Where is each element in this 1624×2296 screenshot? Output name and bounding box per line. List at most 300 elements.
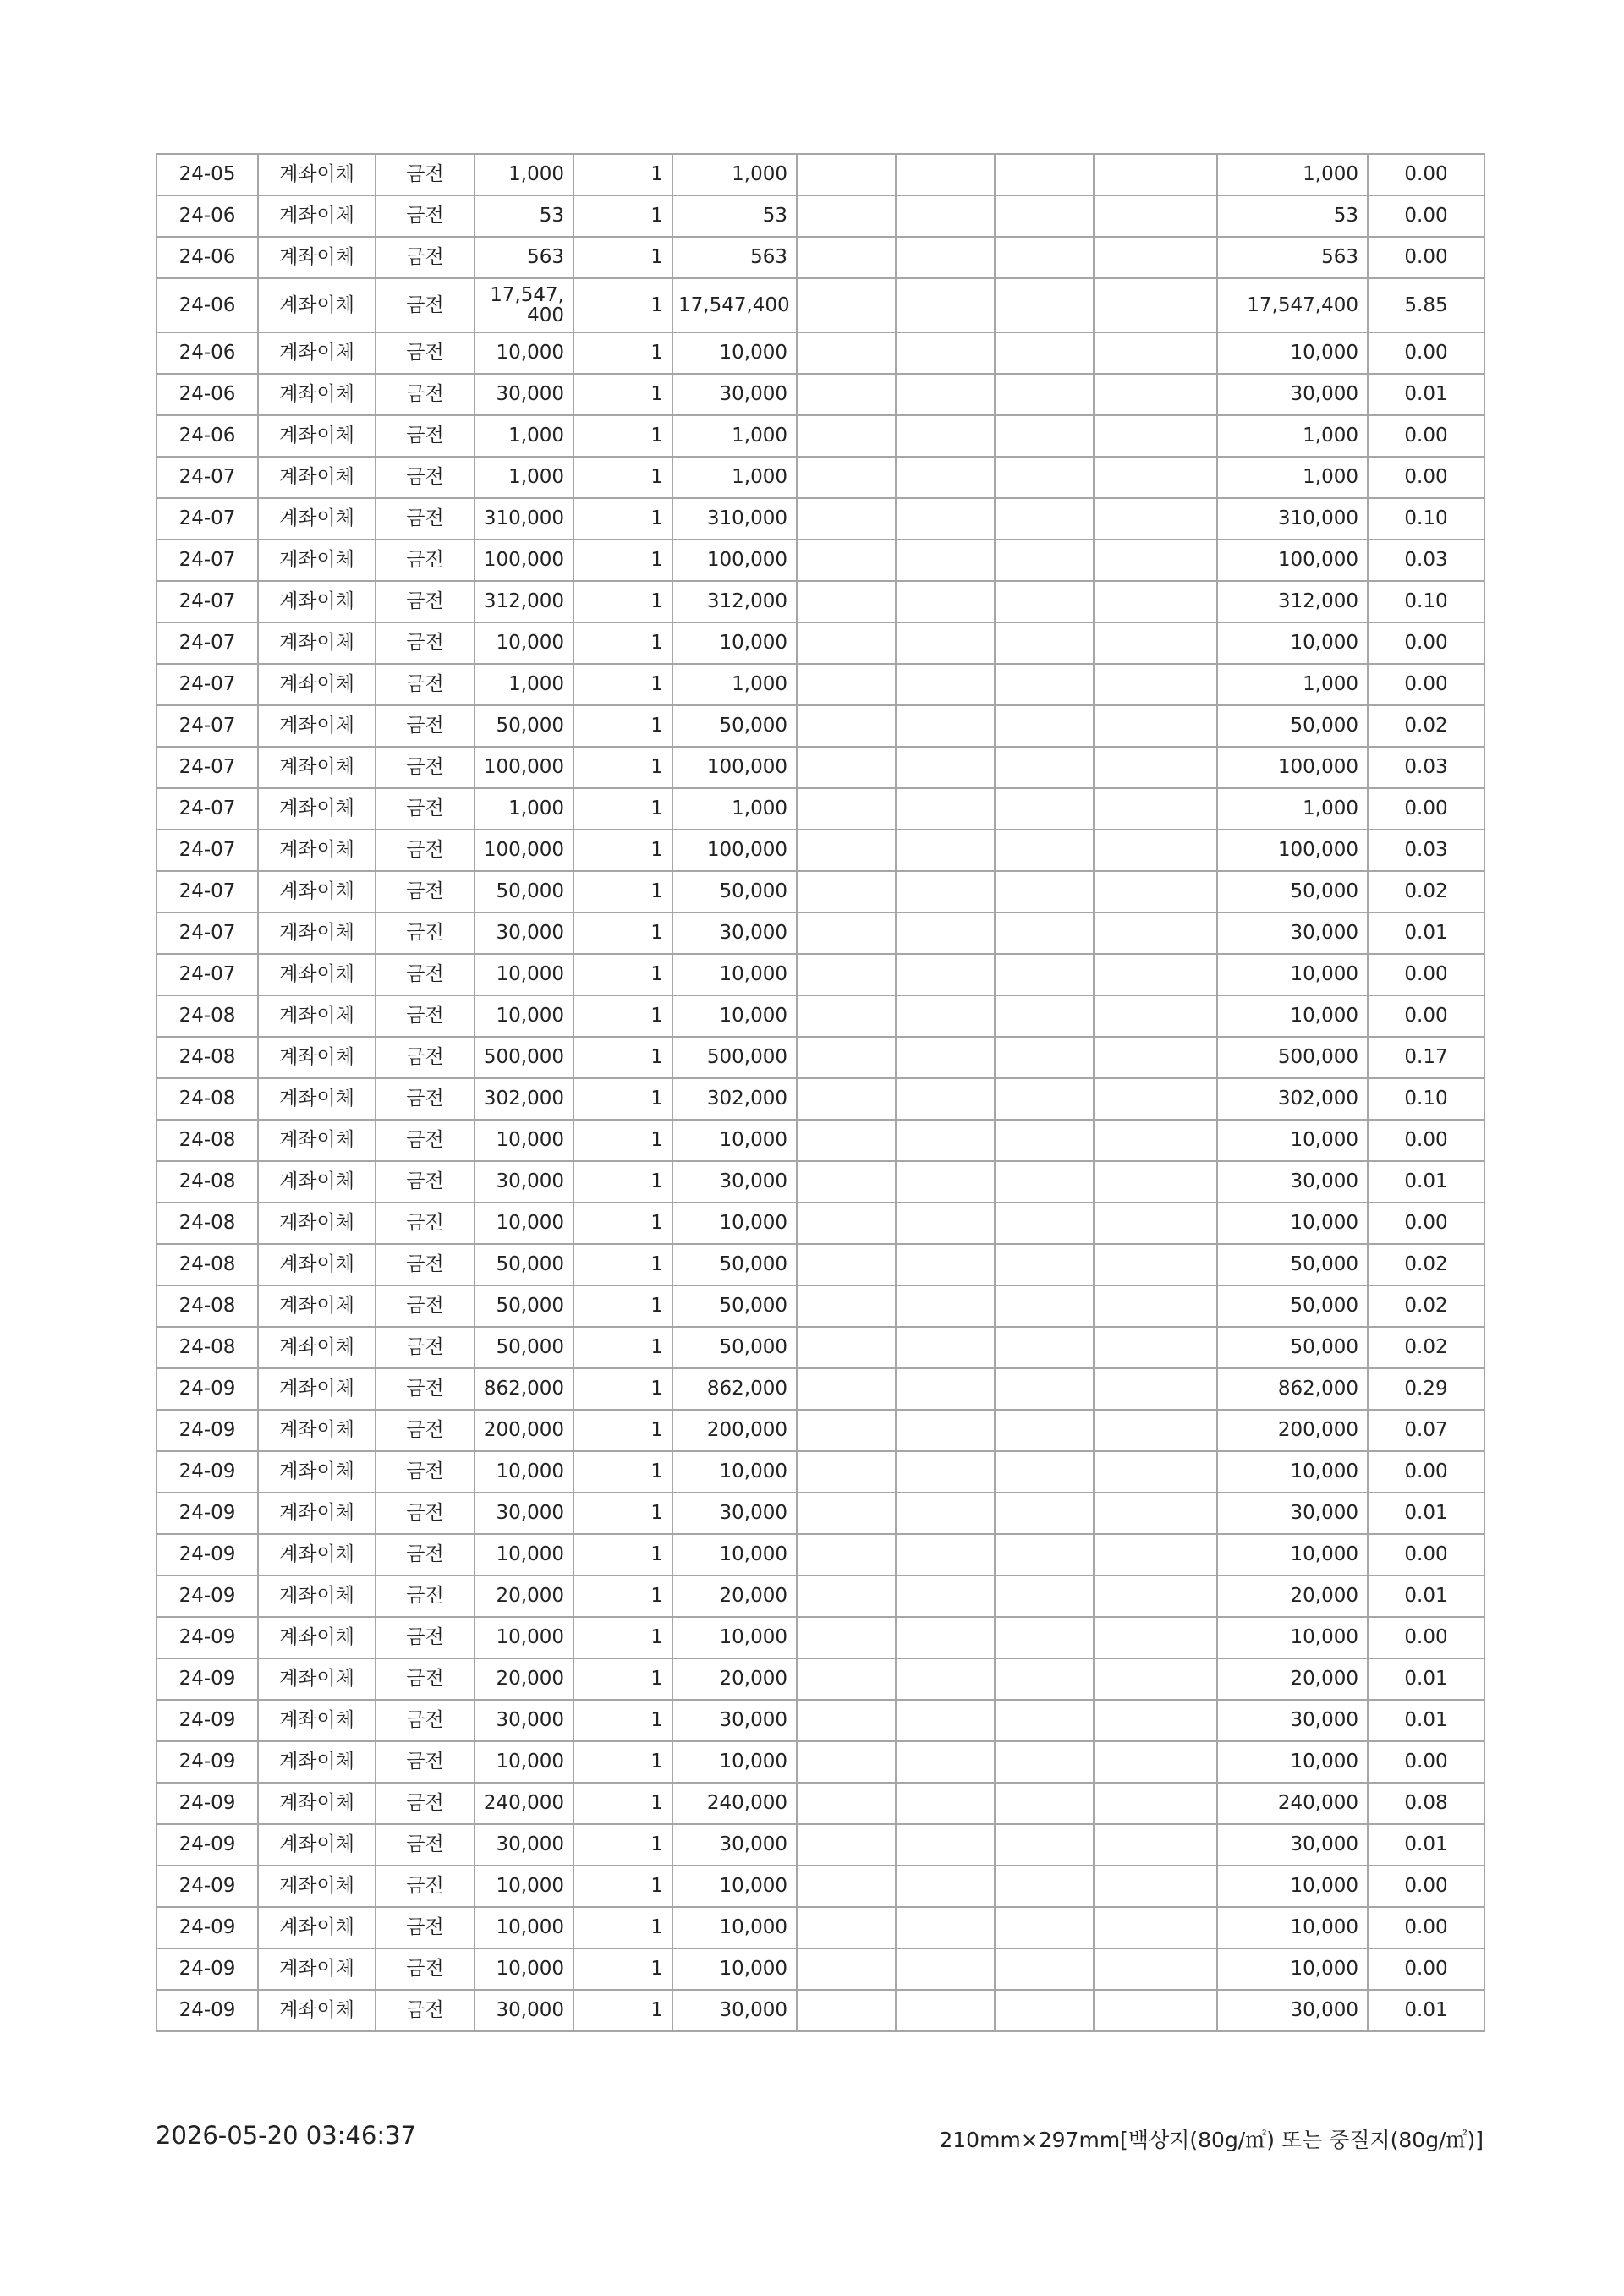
total-cell: 20,000 (672, 1658, 797, 1700)
date-cell: 24-09 (156, 1990, 258, 2031)
method-cell: 계좌이체 (258, 1451, 376, 1493)
blank-cell (797, 1244, 896, 1285)
blank-cell (896, 1783, 995, 1824)
blank-cell (797, 1617, 896, 1658)
quantity-cell: 1 (573, 664, 672, 705)
total-cell: 10,000 (672, 1948, 797, 1990)
amount-cell: 100,000 (475, 830, 573, 871)
quantity-cell: 1 (573, 1783, 672, 1824)
ratio-cell: 0.01 (1368, 1658, 1484, 1700)
quantity-cell: 1 (573, 1575, 672, 1617)
blank-cell (1094, 154, 1217, 195)
method-cell: 계좌이체 (258, 1617, 376, 1658)
method-cell: 계좌이체 (258, 1493, 376, 1534)
amount-cell: 10,000 (475, 1451, 573, 1493)
quantity-cell: 1 (573, 1037, 672, 1078)
amount-cell: 862,000 (475, 1368, 573, 1410)
total-cell: 10,000 (672, 332, 797, 374)
value-cell: 310,000 (1217, 498, 1368, 540)
blank-cell (896, 1700, 995, 1741)
blank-cell (1094, 1990, 1217, 2031)
blank-cell (797, 1037, 896, 1078)
blank-cell (797, 1700, 896, 1741)
value-cell: 100,000 (1217, 747, 1368, 788)
ratio-cell: 0.00 (1368, 1907, 1484, 1948)
blank-cell (797, 581, 896, 622)
blank-cell (896, 154, 995, 195)
ratio-cell: 0.08 (1368, 1783, 1484, 1824)
value-cell: 10,000 (1217, 1203, 1368, 1244)
table-row (156, 664, 1484, 705)
blank-cell (896, 1658, 995, 1700)
amount-cell: 10,000 (475, 995, 573, 1037)
amount-cell: 10,000 (475, 1617, 573, 1658)
date-cell: 24-09 (156, 1948, 258, 1990)
amount-cell: 10,000 (475, 622, 573, 664)
method-cell: 계좌이체 (258, 1161, 376, 1203)
value-cell: 1,000 (1217, 154, 1368, 195)
blank-cell (797, 1824, 896, 1866)
type-cell: 금전 (376, 332, 475, 374)
ratio-cell: 0.01 (1368, 1824, 1484, 1866)
date-cell: 24-09 (156, 1824, 258, 1866)
table-row (156, 747, 1484, 788)
table-row (156, 705, 1484, 747)
method-cell: 계좌이체 (258, 498, 376, 540)
method-cell: 계좌이체 (258, 1907, 376, 1948)
amount-cell: 30,000 (475, 1700, 573, 1741)
method-cell: 계좌이체 (258, 954, 376, 995)
type-cell: 금전 (376, 747, 475, 788)
blank-cell (995, 1866, 1094, 1907)
ratio-cell: 0.00 (1368, 622, 1484, 664)
blank-cell (896, 374, 995, 415)
blank-cell (797, 1783, 896, 1824)
method-cell: 계좌이체 (258, 1866, 376, 1907)
date-cell: 24-09 (156, 1534, 258, 1575)
blank-cell (896, 498, 995, 540)
type-cell: 금전 (376, 498, 475, 540)
ratio-cell: 0.00 (1368, 1120, 1484, 1161)
blank-cell (896, 622, 995, 664)
blank-cell (1094, 871, 1217, 912)
type-cell: 금전 (376, 237, 475, 278)
blank-cell (896, 237, 995, 278)
blank-cell (1094, 664, 1217, 705)
method-cell: 계좌이체 (258, 1368, 376, 1410)
blank-cell (797, 954, 896, 995)
blank-cell (797, 995, 896, 1037)
date-cell: 24-09 (156, 1866, 258, 1907)
blank-cell (797, 1078, 896, 1120)
value-cell: 563 (1217, 237, 1368, 278)
blank-cell (1094, 1907, 1217, 1948)
value-cell: 30,000 (1217, 1161, 1368, 1203)
table-row (156, 1907, 1484, 1948)
ratio-cell: 0.00 (1368, 954, 1484, 995)
blank-cell (896, 1285, 995, 1327)
total-cell: 30,000 (672, 374, 797, 415)
blank-cell (896, 1907, 995, 1948)
ledger-table-body (156, 154, 1484, 2031)
date-cell: 24-07 (156, 788, 258, 830)
date-cell: 24-06 (156, 374, 258, 415)
blank-cell (896, 1327, 995, 1368)
blank-cell (995, 1493, 1094, 1534)
blank-cell (896, 788, 995, 830)
amount-cell: 310,000 (475, 498, 573, 540)
blank-cell (797, 154, 896, 195)
ratio-cell: 0.00 (1368, 1451, 1484, 1493)
type-cell: 금전 (376, 1244, 475, 1285)
blank-cell (797, 1285, 896, 1327)
table-row (156, 1700, 1484, 1741)
amount-cell: 30,000 (475, 1161, 573, 1203)
ledger-table (156, 153, 1485, 2032)
type-cell: 금전 (376, 1741, 475, 1783)
type-cell: 금전 (376, 1368, 475, 1410)
blank-cell (1094, 1368, 1217, 1410)
blank-cell (1094, 1783, 1217, 1824)
table-row (156, 788, 1484, 830)
ratio-cell: 0.02 (1368, 871, 1484, 912)
blank-cell (896, 1617, 995, 1658)
date-cell: 24-08 (156, 1078, 258, 1120)
blank-cell (797, 1120, 896, 1161)
table-row (156, 1493, 1484, 1534)
amount-cell: 50,000 (475, 1285, 573, 1327)
date-cell: 24-08 (156, 1327, 258, 1368)
blank-cell (797, 540, 896, 581)
blank-cell (896, 1824, 995, 1866)
table-row (156, 912, 1484, 954)
ratio-cell: 0.00 (1368, 1866, 1484, 1907)
value-cell: 100,000 (1217, 830, 1368, 871)
total-cell: 1,000 (672, 457, 797, 498)
amount-cell: 10,000 (475, 332, 573, 374)
blank-cell (896, 457, 995, 498)
amount-cell: 1,000 (475, 154, 573, 195)
blank-cell (995, 1037, 1094, 1078)
quantity-cell: 1 (573, 581, 672, 622)
blank-cell (995, 278, 1094, 332)
value-cell: 1,000 (1217, 457, 1368, 498)
blank-cell (896, 1493, 995, 1534)
blank-cell (995, 954, 1094, 995)
total-cell: 563 (672, 237, 797, 278)
blank-cell (797, 1368, 896, 1410)
blank-cell (797, 278, 896, 332)
blank-cell (896, 830, 995, 871)
date-cell: 24-07 (156, 664, 258, 705)
table-row (156, 1244, 1484, 1285)
method-cell: 계좌이체 (258, 747, 376, 788)
quantity-cell: 1 (573, 1285, 672, 1327)
blank-cell (797, 374, 896, 415)
quantity-cell: 1 (573, 622, 672, 664)
type-cell: 금전 (376, 788, 475, 830)
method-cell: 계좌이체 (258, 1948, 376, 1990)
amount-cell: 10,000 (475, 954, 573, 995)
quantity-cell: 1 (573, 332, 672, 374)
table-row (156, 332, 1484, 374)
blank-cell (896, 1120, 995, 1161)
paper-spec: 210mm×297mm[백상지(80g/㎡) 또는 중질지(80g/㎡)] (939, 2128, 1484, 2152)
value-cell: 20,000 (1217, 1575, 1368, 1617)
blank-cell (1094, 747, 1217, 788)
total-cell: 20,000 (672, 1575, 797, 1617)
ratio-cell: 5.85 (1368, 278, 1484, 332)
blank-cell (995, 1824, 1094, 1866)
date-cell: 24-08 (156, 1120, 258, 1161)
blank-cell (1094, 1700, 1217, 1741)
table-row (156, 415, 1484, 457)
method-cell: 계좌이체 (258, 664, 376, 705)
blank-cell (1094, 1534, 1217, 1575)
blank-cell (797, 664, 896, 705)
value-cell: 50,000 (1217, 1285, 1368, 1327)
table-row (156, 1037, 1484, 1078)
blank-cell (797, 1534, 896, 1575)
blank-cell (896, 1078, 995, 1120)
quantity-cell: 1 (573, 1203, 672, 1244)
quantity-cell: 1 (573, 1948, 672, 1990)
blank-cell (896, 1161, 995, 1203)
total-cell: 10,000 (672, 1120, 797, 1161)
method-cell: 계좌이체 (258, 1120, 376, 1161)
value-cell: 30,000 (1217, 1700, 1368, 1741)
table-row (156, 1741, 1484, 1783)
table-row (156, 1327, 1484, 1368)
blank-cell (896, 1990, 995, 2031)
blank-cell (995, 332, 1094, 374)
blank-cell (1094, 1948, 1217, 1990)
date-cell: 24-09 (156, 1575, 258, 1617)
blank-cell (1094, 1451, 1217, 1493)
quantity-cell: 1 (573, 278, 672, 332)
method-cell: 계좌이체 (258, 1741, 376, 1783)
type-cell: 금전 (376, 154, 475, 195)
blank-cell (1094, 705, 1217, 747)
blank-cell (797, 457, 896, 498)
blank-cell (995, 415, 1094, 457)
blank-cell (797, 415, 896, 457)
quantity-cell: 1 (573, 747, 672, 788)
blank-cell (797, 912, 896, 954)
table-row (156, 1617, 1484, 1658)
quantity-cell: 1 (573, 1161, 672, 1203)
blank-cell (995, 830, 1094, 871)
table-row (156, 1368, 1484, 1410)
method-cell: 계좌이체 (258, 1783, 376, 1824)
blank-cell (896, 1368, 995, 1410)
type-cell: 금전 (376, 622, 475, 664)
method-cell: 계좌이체 (258, 1658, 376, 1700)
blank-cell (995, 1534, 1094, 1575)
blank-cell (896, 278, 995, 332)
value-cell: 10,000 (1217, 1948, 1368, 1990)
type-cell: 금전 (376, 995, 475, 1037)
type-cell: 금전 (376, 1451, 475, 1493)
total-cell: 30,000 (672, 1824, 797, 1866)
amount-cell: 10,000 (475, 1866, 573, 1907)
blank-cell (797, 1493, 896, 1534)
amount-cell: 10,000 (475, 1534, 573, 1575)
table-row (156, 1948, 1484, 1990)
ratio-cell: 0.17 (1368, 1037, 1484, 1078)
ratio-cell: 0.01 (1368, 374, 1484, 415)
date-cell: 24-07 (156, 830, 258, 871)
blank-cell (896, 747, 995, 788)
quantity-cell: 1 (573, 1741, 672, 1783)
total-cell: 10,000 (672, 1534, 797, 1575)
blank-cell (995, 1327, 1094, 1368)
blank-cell (896, 195, 995, 237)
method-cell: 계좌이체 (258, 457, 376, 498)
blank-cell (995, 622, 1094, 664)
total-cell: 10,000 (672, 1203, 797, 1244)
blank-cell (797, 332, 896, 374)
amount-cell: 1,000 (475, 415, 573, 457)
quantity-cell: 1 (573, 1824, 672, 1866)
value-cell: 10,000 (1217, 1617, 1368, 1658)
value-cell: 30,000 (1217, 1990, 1368, 2031)
method-cell: 계좌이체 (258, 195, 376, 237)
type-cell: 금전 (376, 1203, 475, 1244)
quantity-cell: 1 (573, 1410, 672, 1451)
quantity-cell: 1 (573, 912, 672, 954)
blank-cell (1094, 1741, 1217, 1783)
value-cell: 10,000 (1217, 1741, 1368, 1783)
quantity-cell: 1 (573, 954, 672, 995)
date-cell: 24-06 (156, 278, 258, 332)
type-cell: 금전 (376, 1161, 475, 1203)
blank-cell (797, 498, 896, 540)
table-row (156, 540, 1484, 581)
blank-cell (995, 747, 1094, 788)
method-cell: 계좌이체 (258, 1410, 376, 1451)
ratio-cell: 0.00 (1368, 457, 1484, 498)
date-cell: 24-09 (156, 1493, 258, 1534)
value-cell: 10,000 (1217, 995, 1368, 1037)
blank-cell (1094, 1203, 1217, 1244)
blank-cell (1094, 1493, 1217, 1534)
quantity-cell: 1 (573, 830, 672, 871)
blank-cell (896, 332, 995, 374)
method-cell: 계좌이체 (258, 871, 376, 912)
blank-cell (1094, 457, 1217, 498)
ratio-cell: 0.00 (1368, 1617, 1484, 1658)
quantity-cell: 1 (573, 995, 672, 1037)
blank-cell (797, 830, 896, 871)
value-cell: 200,000 (1217, 1410, 1368, 1451)
date-cell: 24-06 (156, 415, 258, 457)
quantity-cell: 1 (573, 871, 672, 912)
table-row (156, 374, 1484, 415)
blank-cell (995, 237, 1094, 278)
amount-cell: 1,000 (475, 457, 573, 498)
amount-cell: 17,547,400 (475, 278, 573, 332)
date-cell: 24-07 (156, 581, 258, 622)
ratio-cell: 0.01 (1368, 912, 1484, 954)
blank-cell (896, 415, 995, 457)
amount-cell: 10,000 (475, 1741, 573, 1783)
date-cell: 24-07 (156, 871, 258, 912)
blank-cell (896, 1410, 995, 1451)
total-cell: 1,000 (672, 664, 797, 705)
blank-cell (896, 912, 995, 954)
blank-cell (797, 1658, 896, 1700)
blank-cell (995, 457, 1094, 498)
table-row (156, 995, 1484, 1037)
blank-cell (995, 995, 1094, 1037)
table-row (156, 1534, 1484, 1575)
method-cell: 계좌이체 (258, 278, 376, 332)
type-cell: 금전 (376, 1658, 475, 1700)
value-cell: 10,000 (1217, 1451, 1368, 1493)
blank-cell (797, 1948, 896, 1990)
total-cell: 200,000 (672, 1410, 797, 1451)
total-cell: 302,000 (672, 1078, 797, 1120)
total-cell: 312,000 (672, 581, 797, 622)
value-cell: 1,000 (1217, 788, 1368, 830)
ratio-cell: 0.02 (1368, 705, 1484, 747)
amount-cell: 100,000 (475, 747, 573, 788)
blank-cell (1094, 1037, 1217, 1078)
quantity-cell: 1 (573, 1368, 672, 1410)
total-cell: 500,000 (672, 1037, 797, 1078)
ratio-cell: 0.10 (1368, 1078, 1484, 1120)
type-cell: 금전 (376, 1037, 475, 1078)
blank-cell (896, 540, 995, 581)
blank-cell (896, 871, 995, 912)
total-cell: 100,000 (672, 830, 797, 871)
method-cell: 계좌이체 (258, 1327, 376, 1368)
quantity-cell: 1 (573, 195, 672, 237)
date-cell: 24-09 (156, 1783, 258, 1824)
value-cell: 50,000 (1217, 1327, 1368, 1368)
method-cell: 계좌이체 (258, 995, 376, 1037)
table-row (156, 871, 1484, 912)
method-cell: 계좌이체 (258, 1575, 376, 1617)
blank-cell (995, 1078, 1094, 1120)
ratio-cell: 0.00 (1368, 1534, 1484, 1575)
blank-cell (797, 1866, 896, 1907)
type-cell: 금전 (376, 705, 475, 747)
blank-cell (1094, 622, 1217, 664)
type-cell: 금전 (376, 195, 475, 237)
blank-cell (995, 498, 1094, 540)
method-cell: 계좌이체 (258, 622, 376, 664)
quantity-cell: 1 (573, 457, 672, 498)
date-cell: 24-06 (156, 237, 258, 278)
blank-cell (896, 995, 995, 1037)
date-cell: 24-09 (156, 1617, 258, 1658)
blank-cell (995, 1700, 1094, 1741)
blank-cell (896, 705, 995, 747)
method-cell: 계좌이체 (258, 830, 376, 871)
blank-cell (896, 1741, 995, 1783)
amount-cell: 200,000 (475, 1410, 573, 1451)
blank-cell (995, 912, 1094, 954)
ratio-cell: 0.00 (1368, 664, 1484, 705)
type-cell: 금전 (376, 1700, 475, 1741)
quantity-cell: 1 (573, 415, 672, 457)
type-cell: 금전 (376, 374, 475, 415)
ratio-cell: 0.01 (1368, 1161, 1484, 1203)
blank-cell (1094, 1161, 1217, 1203)
blank-cell (797, 1203, 896, 1244)
